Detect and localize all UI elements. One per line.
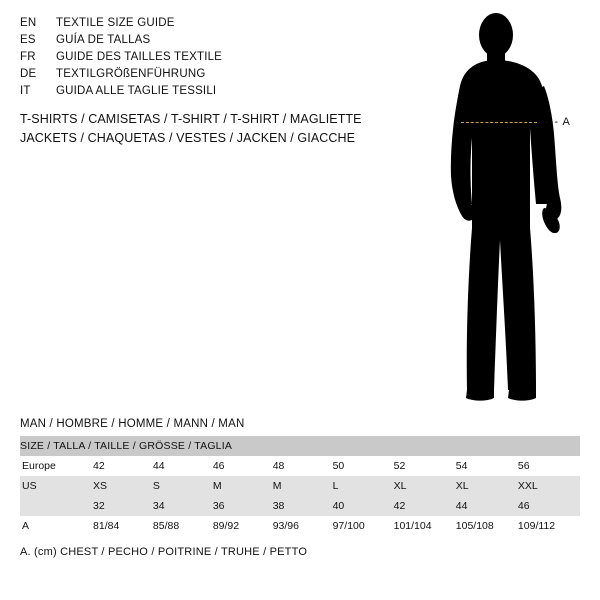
legend-row: [20, 32, 360, 49]
legend-code: IT: [20, 85, 31, 97]
legend-text: GUIDA ALLE TAGLIE TESSILI: [56, 85, 217, 97]
table-cell: S: [153, 476, 213, 496]
legend-text: GUIDE DES TAILLES TEXTILE: [56, 51, 223, 63]
table-cell: XL: [394, 476, 456, 496]
table-cell: 44: [153, 456, 213, 476]
table-cell: 89/92: [213, 516, 273, 536]
table-cell: 44: [456, 496, 518, 516]
garment-categories: [20, 110, 420, 148]
table-header-row: [20, 436, 580, 456]
legend-code: FR: [20, 51, 36, 63]
table-cell: 40: [333, 496, 394, 516]
legend-row: [20, 15, 360, 32]
table-cell: XL: [456, 476, 518, 496]
table-cell: 101/104: [394, 516, 456, 536]
table-cell: 48: [273, 456, 333, 476]
table-header-label: SIZE / TALLA / TAILLE / GRÖSSE / TAGLIA: [20, 436, 580, 456]
garment-line-jackets: JACKETS / CHAQUETAS / VESTES / JACKEN / GIACCHE: [20, 131, 356, 145]
table-cell: 38: [273, 496, 333, 516]
table-cell: 54: [456, 456, 518, 476]
row-label: Europe: [20, 456, 93, 476]
male-silhouette-icon: [420, 8, 580, 408]
legend-code: DE: [20, 68, 37, 80]
legend-text: TEXTILE SIZE GUIDE: [56, 17, 175, 29]
table-cell: 56: [518, 456, 580, 476]
table-cell: 32: [93, 496, 153, 516]
language-legend: [20, 15, 360, 100]
chest-measure-line: [461, 122, 537, 123]
chest-measure-label: --- A: [545, 116, 571, 128]
table-cell: 93/96: [273, 516, 333, 536]
table-cell: 85/88: [153, 516, 213, 536]
legend-text: TEXTILGRÖßENFÜHRUNG: [56, 68, 206, 80]
table-cell: M: [213, 476, 273, 496]
legend-row: [20, 66, 360, 83]
table-cell: 97/100: [333, 516, 394, 536]
table-cell: 52: [394, 456, 456, 476]
legend-code: EN: [20, 17, 37, 29]
table-cell: 46: [518, 496, 580, 516]
table-cell: M: [273, 476, 333, 496]
table-cell: 42: [394, 496, 456, 516]
size-table-block: [20, 418, 580, 536]
legend-row: [20, 83, 360, 100]
table-cell: 46: [213, 456, 273, 476]
table-cell: 81/84: [93, 516, 153, 536]
row-label: US: [20, 476, 93, 496]
table-cell: 34: [153, 496, 213, 516]
table-cell: 50: [333, 456, 394, 476]
table-cell: 105/108: [456, 516, 518, 536]
table-row: [20, 476, 580, 496]
table-row: [20, 516, 580, 536]
table-row: [20, 456, 580, 476]
legend-code: ES: [20, 34, 36, 46]
garment-line-tshirts: T-SHIRTS / CAMISETAS / T-SHIRT / T-SHIRT / MAGLIETTE: [20, 112, 362, 126]
legend-text: GUÍA DE TALLAS: [56, 34, 151, 46]
table-cell: 42: [93, 456, 153, 476]
measurement-footnote: A. (cm) CHEST / PECHO / POITRINE / TRUHE / PETTO: [20, 546, 308, 558]
figure-illustration: [400, 8, 600, 408]
row-label: A: [20, 516, 93, 536]
size-table: [20, 436, 580, 536]
row-label: [20, 496, 93, 516]
table-cell: L: [333, 476, 394, 496]
table-row: [20, 496, 580, 516]
table-cell: XS: [93, 476, 153, 496]
legend-row: [20, 49, 360, 66]
table-cell: 109/112: [518, 516, 580, 536]
table-cell: XXL: [518, 476, 580, 496]
table-title: MAN / HOMBRE / HOMME / MANN / MAN: [20, 418, 245, 430]
table-cell: 36: [213, 496, 273, 516]
